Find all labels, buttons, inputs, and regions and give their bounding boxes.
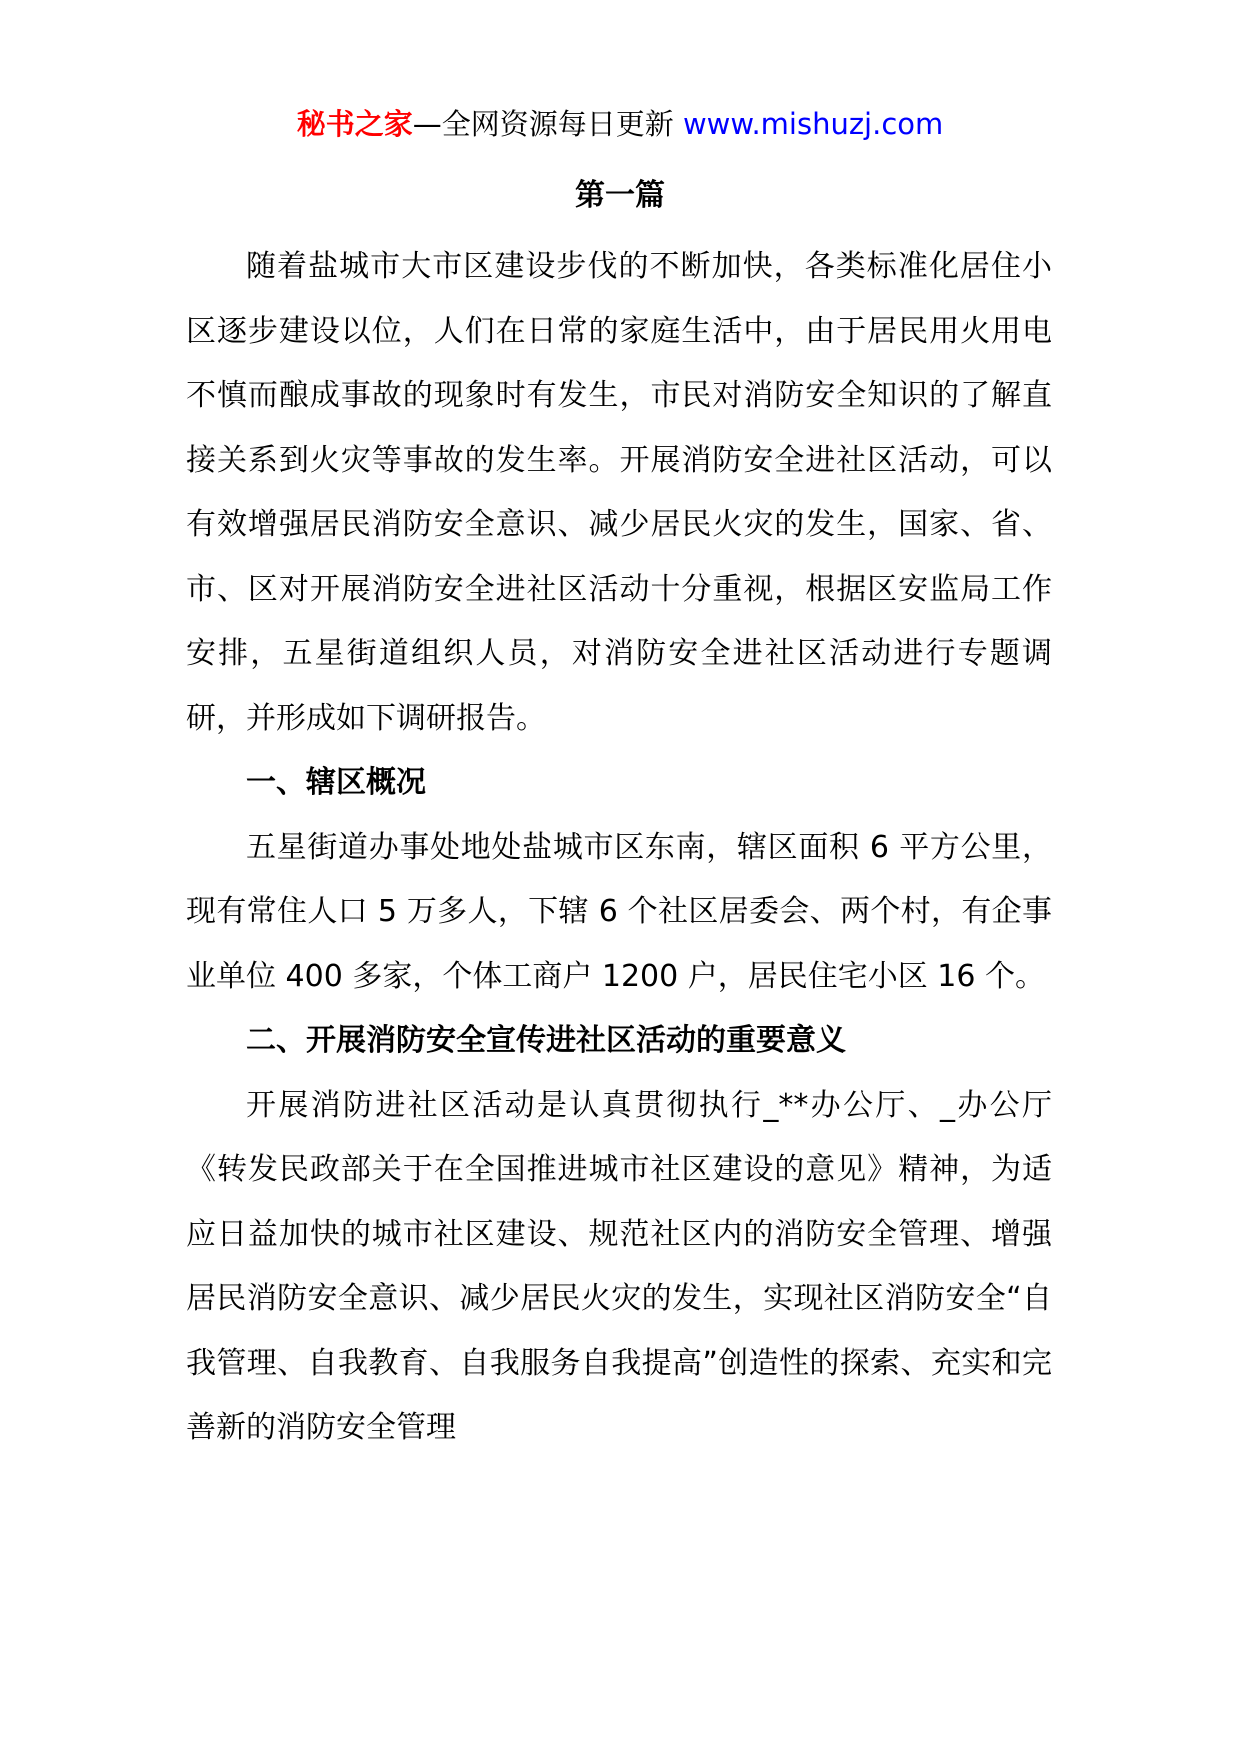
section-heading-significance: 二、开展消防安全宣传进社区活动的重要意义 bbox=[246, 1023, 846, 1058]
section-heading-overview: 一、辖区概况 bbox=[246, 765, 426, 800]
intro-paragraph: 随着盐城市大市区建设步伐的不断加快，各类标准化居住小区逐步建设以位，人们在日常的家庭生活中，由于居民用火用电不慎而酿成事故的现象时有发生，市民对消防安全知识的了解直接关系到火灾等事故的发生率。开展消防安全进社区活动，可以有效增强居民消防安全意识、减少居民火灾的发生，国家、省、市、区对开展消防安全进社区活动十分重视，根据区安监局工作安排，五星街道组织人员，对消防安全进社区活动进行专题调研，并形成如下调研报告。 bbox=[186, 249, 1052, 736]
site-header bbox=[0, 104, 1240, 144]
overview-paragraph: 五星街道办事处地处盐城市区东南，辖区面积 6 平方公里，现有常住人口 5 万多人，下辖 6 个社区居委会、两个村，有企事业单位 400 多家，个体工商户 1200 户，居民住宅小区 16 个。 bbox=[186, 829, 1052, 994]
document-body bbox=[186, 235, 1052, 1461]
site-url-link[interactable]: www.mishuzj.com bbox=[682, 107, 944, 141]
significance-paragraph: 开展消防进社区活动是认真贯彻执行_**办公厅、_办公厅《转发民政部关于在全国推进城市社区建设的意见》精神，为适应日益加快的城市社区建设、规范社区内的消防安全管理、增强居民消防安全意识、减少居民火灾的发生，实现社区消防安全“自我管理、自我教育、自我服务自我提高”创造性的探索、充实和完善新的消防安全管理 bbox=[186, 1087, 1052, 1445]
site-brand: 秘书之家 bbox=[296, 107, 413, 141]
site-tagline: —全网资源每日更新 bbox=[412, 107, 683, 141]
document-title: 第一篇 bbox=[575, 178, 665, 213]
